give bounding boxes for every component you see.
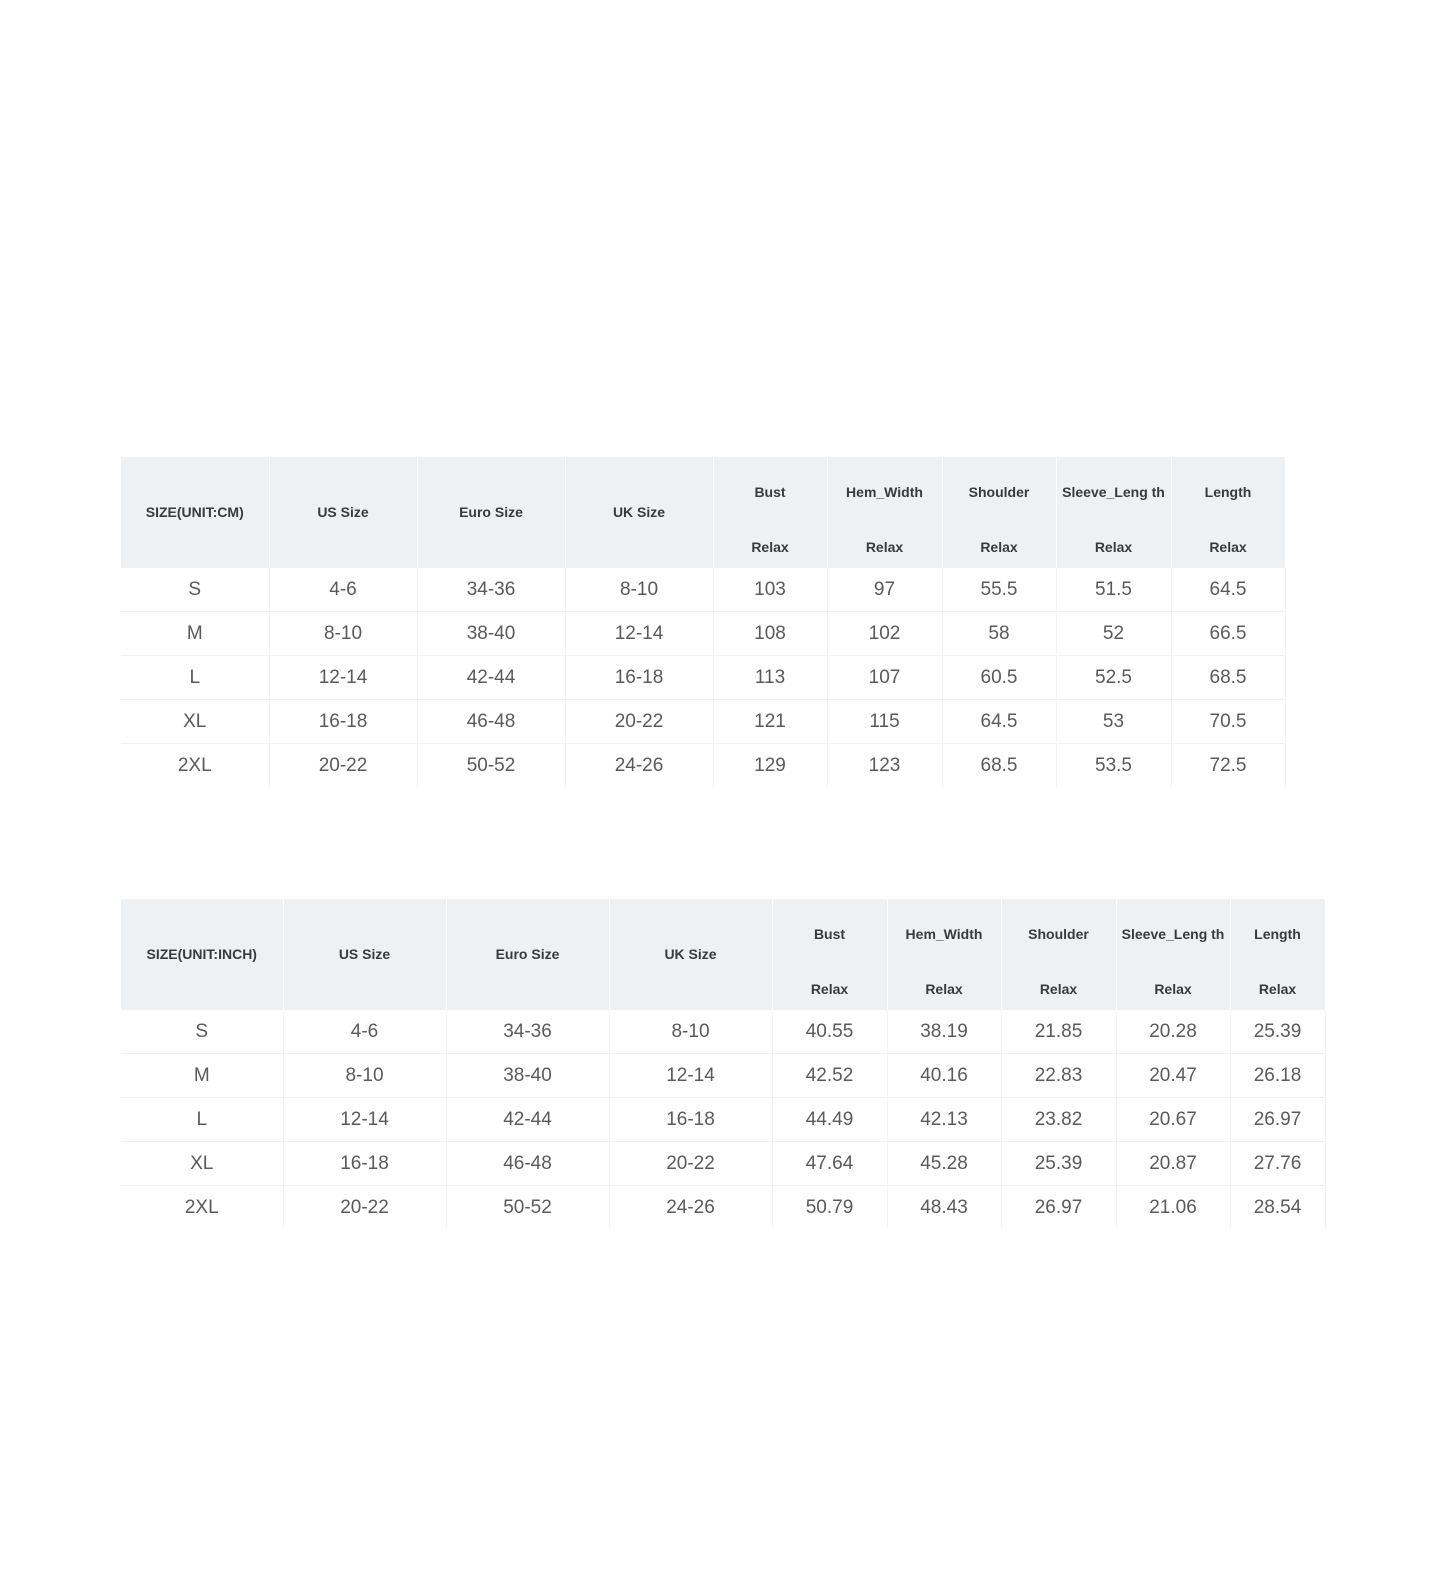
table-cell: 72.5 [1171, 744, 1285, 788]
table-cell: 12-14 [269, 656, 417, 700]
size-label-cell: S [121, 568, 269, 612]
table-row [121, 568, 1285, 612]
table-row [121, 700, 1285, 744]
size-label-cell: L [121, 1098, 283, 1142]
table-cell: 64.5 [1171, 568, 1285, 612]
table-cell: 12-14 [565, 612, 713, 656]
table-cell: 21.06 [1116, 1186, 1230, 1230]
size-chart-cm [121, 457, 1286, 787]
table-cell: 50.79 [772, 1186, 887, 1230]
size-label-cell: S [121, 1010, 283, 1054]
relax-subheader: Relax [942, 526, 1056, 568]
size-chart-inch [121, 899, 1326, 1229]
table-cell: 53.5 [1056, 744, 1171, 788]
table-row [121, 1186, 1325, 1230]
table-cell: 16-18 [283, 1142, 446, 1186]
table-cell: 53 [1056, 700, 1171, 744]
table-cell: 20.87 [1116, 1142, 1230, 1186]
table-cell: 50-52 [417, 744, 565, 788]
table-cell: 42-44 [417, 656, 565, 700]
table-cell: 20.28 [1116, 1010, 1230, 1054]
table-cell: 8-10 [283, 1054, 446, 1098]
table-cell: 20.47 [1116, 1054, 1230, 1098]
table-cell: 50-52 [446, 1186, 609, 1230]
bust-header: Bust [713, 457, 827, 526]
table-row [121, 1142, 1325, 1186]
table-cell: 121 [713, 700, 827, 744]
table-cell: 129 [713, 744, 827, 788]
table-cell: 51.5 [1056, 568, 1171, 612]
table-cell: 16-18 [269, 700, 417, 744]
table-cell: 123 [827, 744, 942, 788]
table-cell: 108 [713, 612, 827, 656]
hem-width-header: Hem_Width [887, 899, 1001, 968]
table-cell: 70.5 [1171, 700, 1285, 744]
table-cell: 68.5 [1171, 656, 1285, 700]
table-row [121, 1010, 1325, 1054]
table-cell: 25.39 [1230, 1010, 1325, 1054]
uk-size-header: UK Size [609, 899, 772, 1010]
table-cell: 42-44 [446, 1098, 609, 1142]
table-cell: 42.52 [772, 1054, 887, 1098]
table-cell: 55.5 [942, 568, 1056, 612]
table-cell: 40.16 [887, 1054, 1001, 1098]
relax-subheader: Relax [713, 526, 827, 568]
table-cell: 38.19 [887, 1010, 1001, 1054]
sleeve-length-header: Sleeve_Leng th [1116, 899, 1230, 968]
table-cell: 25.39 [1001, 1142, 1116, 1186]
size-label-cell: M [121, 612, 269, 656]
relax-subheader: Relax [1171, 526, 1285, 568]
relax-subheader: Relax [1001, 968, 1116, 1010]
us-size-header: US Size [269, 457, 417, 568]
size-label-cell: L [121, 656, 269, 700]
uk-size-header: UK Size [565, 457, 713, 568]
euro-size-header: Euro Size [446, 899, 609, 1010]
table-cell: 113 [713, 656, 827, 700]
size-label-cell: M [121, 1054, 283, 1098]
table-row [121, 744, 1285, 788]
table-cell: 4-6 [283, 1010, 446, 1054]
table-row [121, 1054, 1325, 1098]
table-cell: 8-10 [609, 1010, 772, 1054]
table-cell: 20-22 [283, 1186, 446, 1230]
hem-width-header: Hem_Width [827, 457, 942, 526]
size-label-cell: XL [121, 700, 269, 744]
table-cell: 38-40 [446, 1054, 609, 1098]
table-cell: 103 [713, 568, 827, 612]
relax-subheader: Relax [1116, 968, 1230, 1010]
length-header: Length [1171, 457, 1285, 526]
table-cell: 46-48 [417, 700, 565, 744]
shoulder-header: Shoulder [942, 457, 1056, 526]
table-cell: 44.49 [772, 1098, 887, 1142]
table-cell: 22.83 [1001, 1054, 1116, 1098]
size-label-cell: XL [121, 1142, 283, 1186]
table-cell: 20-22 [269, 744, 417, 788]
sleeve-length-header: Sleeve_Leng th [1056, 457, 1171, 526]
us-size-header: US Size [283, 899, 446, 1010]
table-cell: 97 [827, 568, 942, 612]
table-cell: 16-18 [565, 656, 713, 700]
table-row [121, 656, 1285, 700]
relax-subheader: Relax [827, 526, 942, 568]
size-label-cell: 2XL [121, 1186, 283, 1230]
table-cell: 12-14 [609, 1054, 772, 1098]
table-cell: 21.85 [1001, 1010, 1116, 1054]
table-cell: 26.97 [1230, 1098, 1325, 1142]
table-cell: 24-26 [609, 1186, 772, 1230]
table-cell: 8-10 [565, 568, 713, 612]
table-cell: 115 [827, 700, 942, 744]
table-cell: 16-18 [609, 1098, 772, 1142]
relax-subheader: Relax [772, 968, 887, 1010]
table-cell: 40.55 [772, 1010, 887, 1054]
relax-subheader: Relax [1056, 526, 1171, 568]
table-cell: 20.67 [1116, 1098, 1230, 1142]
table-cell: 12-14 [283, 1098, 446, 1142]
table-cell: 28.54 [1230, 1186, 1325, 1230]
table-cell: 23.82 [1001, 1098, 1116, 1142]
table-row [121, 612, 1285, 656]
unit-header: SIZE(UNIT:INCH) [121, 899, 283, 1010]
relax-subheader: Relax [887, 968, 1001, 1010]
table-cell: 27.76 [1230, 1142, 1325, 1186]
table-cell: 38-40 [417, 612, 565, 656]
table-cell: 102 [827, 612, 942, 656]
euro-size-header: Euro Size [417, 457, 565, 568]
table-cell: 24-26 [565, 744, 713, 788]
unit-header: SIZE(UNIT:CM) [121, 457, 269, 568]
table-cell: 26.18 [1230, 1054, 1325, 1098]
table-cell: 20-22 [609, 1142, 772, 1186]
table-cell: 8-10 [269, 612, 417, 656]
table-cell: 46-48 [446, 1142, 609, 1186]
table-cell: 66.5 [1171, 612, 1285, 656]
table-cell: 34-36 [446, 1010, 609, 1054]
table-cell: 34-36 [417, 568, 565, 612]
table-cell: 52 [1056, 612, 1171, 656]
table-row [121, 1098, 1325, 1142]
table-cell: 42.13 [887, 1098, 1001, 1142]
table-cell: 48.43 [887, 1186, 1001, 1230]
table-cell: 4-6 [269, 568, 417, 612]
table-cell: 45.28 [887, 1142, 1001, 1186]
table-cell: 64.5 [942, 700, 1056, 744]
table-cell: 107 [827, 656, 942, 700]
relax-subheader: Relax [1230, 968, 1325, 1010]
size-label-cell: 2XL [121, 744, 269, 788]
table-cell: 58 [942, 612, 1056, 656]
table-cell: 20-22 [565, 700, 713, 744]
table-cell: 60.5 [942, 656, 1056, 700]
bust-header: Bust [772, 899, 887, 968]
table-cell: 68.5 [942, 744, 1056, 788]
table-cell: 26.97 [1001, 1186, 1116, 1230]
shoulder-header: Shoulder [1001, 899, 1116, 968]
length-header: Length [1230, 899, 1325, 968]
table-cell: 47.64 [772, 1142, 887, 1186]
table-cell: 52.5 [1056, 656, 1171, 700]
